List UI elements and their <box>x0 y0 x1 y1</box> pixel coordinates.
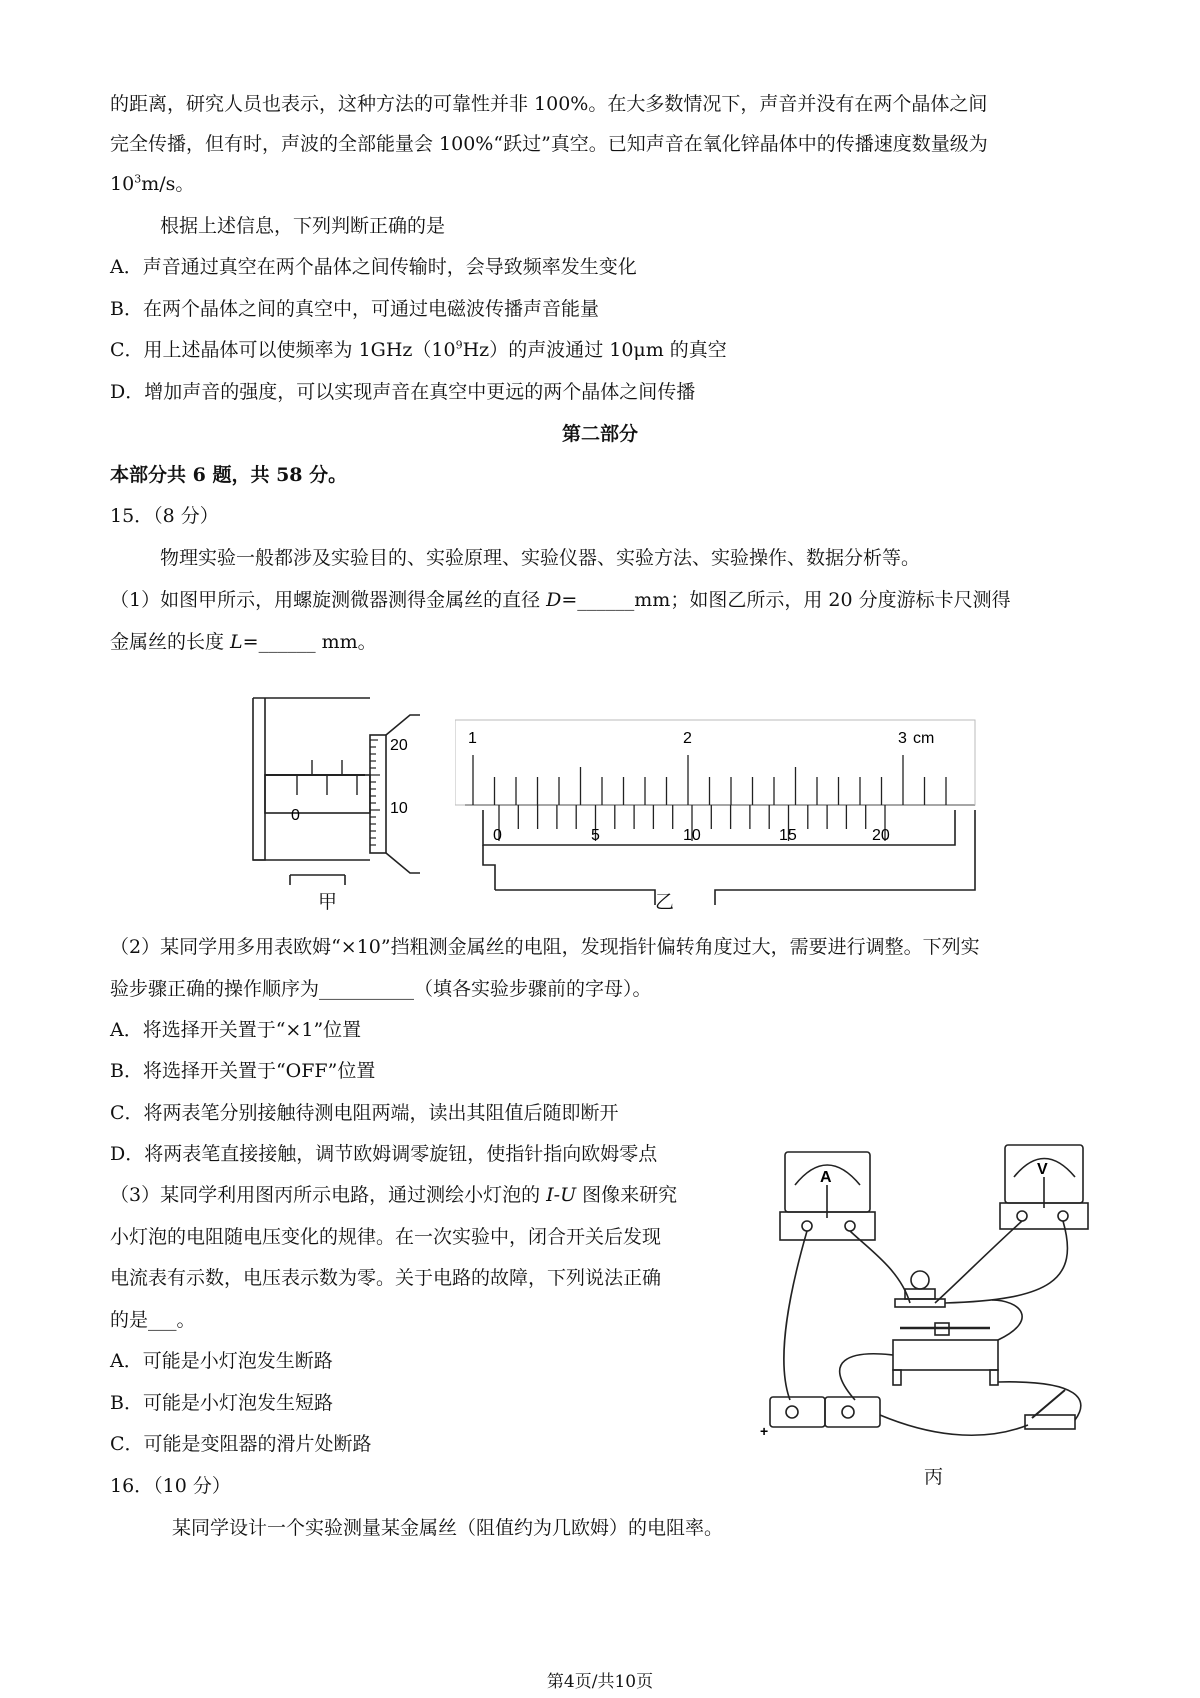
intro-speed-exp: 3 <box>134 172 142 186</box>
caliper-main-label-2: 2 <box>683 730 692 747</box>
q15-p1-text-b: =______mm；如图乙所示，用 20 分度游标卡尺测得 <box>561 589 1011 611</box>
caliper-main-label-3: 3 <box>898 730 907 747</box>
voltmeter-icon <box>1000 1145 1088 1229</box>
q15-p1-text-d: =______ mm。 <box>242 631 377 653</box>
micrometer-caption: 甲 <box>318 891 338 913</box>
q15-part3-option-b: B．可能是小灯泡发生短路 <box>110 1392 333 1414</box>
caliper-vernier-label-0: 0 <box>493 827 502 844</box>
q15-part2-line2: 验步骤正确的操作顺序为__________（填各实验步骤前的字母）。 <box>110 978 652 1000</box>
circuit-caption: 丙 <box>924 1466 944 1488</box>
battery-plus-label: + <box>760 1423 769 1439</box>
caliper-caption: 乙 <box>655 891 675 913</box>
q14-option-c-exp: 9 <box>455 338 463 352</box>
intro-line-2: 完全传播，但有时，声波的全部能量会 100%“跃过”真空。已知声音在氧化锌晶体中的传播速度数量级为 <box>110 133 988 155</box>
ammeter-icon <box>780 1152 875 1240</box>
caliper-vernier-label-5: 5 <box>591 827 600 844</box>
intro-speed-base: 10 <box>110 173 135 195</box>
q15-part2-option-b: B．将选择开关置于“OFF”位置 <box>110 1060 376 1082</box>
intro-speed-unit: m/s。 <box>141 173 195 195</box>
switch-icon <box>1025 1390 1075 1429</box>
part2-note: 本部分共 6 题，共 58 分。 <box>110 464 348 486</box>
page-footer: 第4页/共10页 <box>546 1672 654 1692</box>
q15-intro: 物理实验一般都涉及实验目的、实验原理、实验仪器、实验方法、实验操作、数据分析等。 <box>160 547 921 569</box>
q14-option-c-pre: C．用上述晶体可以使频率为 1GHz（10 <box>110 339 456 361</box>
q15-part3-line3: 电流表有示数，电压表示数为零。关于电路的故障，下列说法正确 <box>110 1267 662 1289</box>
part2-title: 第二部分 <box>561 423 638 445</box>
q15-part2-option-a: A．将选择开关置于“×1”位置 <box>110 1019 362 1041</box>
q15-p1-symbol-l: L <box>230 631 243 653</box>
q15-part1-line2 <box>110 628 377 656</box>
q14-prompt: 根据上述信息，下列判断正确的是 <box>160 215 446 237</box>
ammeter-label: A <box>820 1169 832 1186</box>
rheostat-icon <box>893 1323 998 1385</box>
q15-part2-option-d: D．将两表笔直接接触，调节欧姆调零旋钮，使指针指向欧姆零点 <box>110 1143 658 1165</box>
intro-line-1: 的距离，研究人员也表示，这种方法的可靠性并非 100%。在大多数情况下，声音并没有在两个晶体之间 <box>110 93 988 115</box>
q15-part2-line1: （2）某同学用多用表欧姆“×10”挡粗测金属丝的电阻，发现指针偏转角度过大，需要进行调整。下列实 <box>110 936 980 958</box>
q15-part1-line1 <box>110 586 1011 614</box>
caliper-vernier-label-20: 20 <box>872 827 890 844</box>
q15-part3-line1 <box>110 1181 677 1209</box>
q15-p1-symbol-d: D <box>546 589 562 611</box>
q15-p3-text-a1: （3）某同学利用图丙所示电路，通过测绘小灯泡的 <box>110 1184 547 1206</box>
q15-part3-option-c: C．可能是变阻器的滑片处断路 <box>110 1433 372 1455</box>
caliper-main-ticks <box>473 755 946 805</box>
caliper-main-label-1: 1 <box>468 730 477 747</box>
caliper-figure <box>455 715 985 905</box>
caliper-vernier-label-15: 15 <box>779 827 797 844</box>
q14-option-c-post: Hz）的声波通过 10μm 的真空 <box>462 339 727 361</box>
circuit-figure <box>760 1140 1090 1450</box>
q14-option-c <box>110 336 727 364</box>
micrometer-label-20: 20 <box>390 737 408 754</box>
q14-option-d: D．增加声音的强度，可以实现声音在真空中更远的两个晶体之间传播 <box>110 381 696 403</box>
q14-option-a: A．声音通过真空在两个晶体之间传输时，会导致频率发生变化 <box>110 256 637 278</box>
battery-icon <box>770 1397 880 1427</box>
q15-p3-text-a2: 图像来研究 <box>576 1184 678 1206</box>
q16-header: 16．（10 分） <box>110 1475 231 1497</box>
voltmeter-label: V <box>1037 1161 1048 1178</box>
q16-intro: 某同学设计一个实验测量某金属丝（阻值约为几欧姆）的电阻率。 <box>172 1517 724 1539</box>
q15-p3-symbol-iu: I-U <box>546 1184 577 1206</box>
caliper-unit-label: cm <box>913 730 935 747</box>
caliper-vernier-label-10: 10 <box>683 827 701 844</box>
micrometer-label-0: 0 <box>291 807 300 824</box>
intro-line-3 <box>110 170 194 198</box>
micrometer-label-10: 10 <box>390 800 408 817</box>
q15-p1-text-a: （1）如图甲所示，用螺旋测微器测得金属丝的直径 <box>110 589 547 611</box>
micrometer-figure <box>235 680 420 885</box>
q15-p1-text-c: 金属丝的长度 <box>110 631 231 653</box>
q15-part3-line4: 的是___。 <box>110 1309 196 1331</box>
q14-option-b: B．在两个晶体之间的真空中，可通过电磁波传播声音能量 <box>110 298 599 320</box>
q15-header: 15．（8 分） <box>110 505 219 527</box>
q15-part3-option-a: A．可能是小灯泡发生断路 <box>110 1350 333 1372</box>
q15-part2-option-c: C．将两表笔分别接触待测电阻两端，读出其阻值后随即断开 <box>110 1102 619 1124</box>
q15-part3-line2: 小灯泡的电阻随电压变化的规律。在一次实验中，闭合开关后发现 <box>110 1226 662 1248</box>
